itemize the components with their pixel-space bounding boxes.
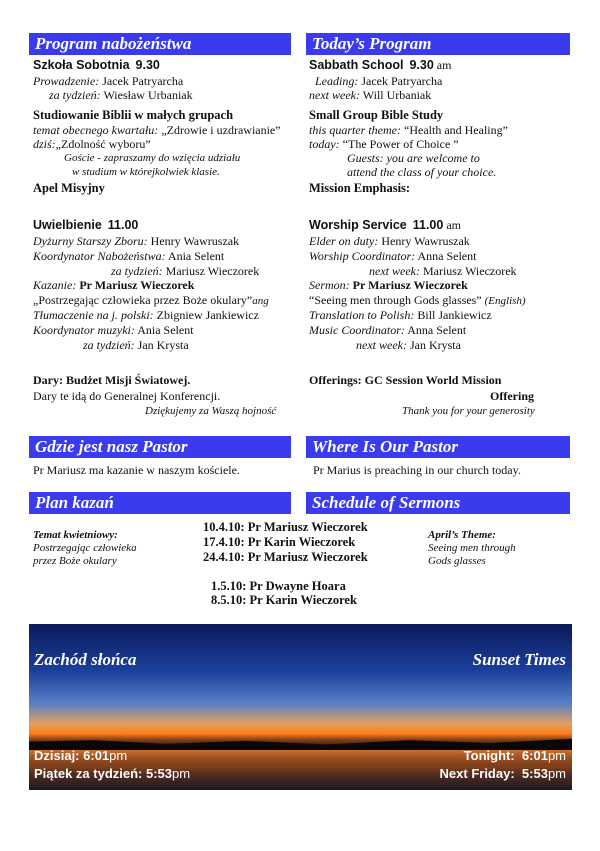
plan-header-en: Schedule of Sermons	[306, 492, 570, 514]
offering-label: Offerings:	[309, 373, 362, 387]
sermon-date-5: 8.5.10: Pr Karin Wieczorek	[211, 593, 357, 607]
worship-label: Worship Service	[309, 218, 407, 232]
guests-line1-en: Guests: you are welcome to	[347, 151, 480, 165]
sermon-title-en	[309, 293, 526, 308]
offering-label: Dary:	[33, 373, 63, 387]
next-label: Piątek za tydzień:	[34, 766, 143, 781]
coord-en	[309, 249, 476, 263]
worship-label: Uwielbienie	[33, 218, 102, 232]
theme-value: “Health and Healing”	[404, 123, 508, 137]
guests-line1-pl: Goście - zapraszamy do wzięcia udziału	[64, 152, 241, 164]
translation-pl	[33, 308, 259, 322]
music-label: Music Coordinator:	[309, 323, 405, 337]
coord-next-label: next week:	[369, 264, 420, 278]
sunset-today-pl	[34, 747, 127, 764]
sermon-label: Sermon:	[309, 278, 350, 292]
elder-name: Henry Wawruszak	[150, 234, 240, 248]
elder-pl	[33, 234, 239, 248]
next-week-label: next week:	[309, 88, 360, 102]
offering-value: GC Session World Mission	[364, 373, 502, 387]
mission-en: Mission Emphasis:	[309, 181, 411, 195]
music-label: Koordynator muzyki:	[33, 323, 135, 337]
today-value: „Zdolność wyboru”	[55, 137, 151, 151]
april-theme-line2-en: Gods glasses	[428, 555, 486, 567]
program-header-pl: Program nabożeństwa	[29, 33, 291, 55]
coord-label: Koordynator Nabożeństwa:	[33, 249, 166, 263]
offering-en	[309, 373, 501, 387]
sabbath-school-time: 9.30	[409, 58, 434, 72]
music-next-name: Jan Krysta	[137, 338, 189, 352]
music-next-label: next week:	[356, 338, 407, 352]
sunset-title-en: Sunset Times	[472, 650, 566, 669]
sermon-en	[309, 278, 468, 292]
today-pl	[33, 137, 151, 151]
sermon-date-2: 17.4.10: Pr Karin Wieczorek	[203, 535, 356, 549]
sermon-title-pl	[33, 293, 269, 308]
coord-label: Worship Coordinator:	[309, 249, 416, 263]
coord-next-name: Mariusz Wieczorek	[422, 264, 517, 278]
translation-name: Zbigniew Jankiewicz	[156, 308, 259, 322]
offering-pl	[33, 373, 190, 387]
thanks-pl: Dziękujemy za Waszą hojność	[145, 405, 277, 417]
theme-en	[309, 123, 508, 137]
next-week-pl	[49, 88, 193, 102]
sunset-next-en	[440, 765, 566, 782]
music-next-en	[356, 338, 461, 352]
sunset-today-en	[464, 747, 566, 764]
worship-pl	[33, 218, 138, 232]
sunset-next-pl	[34, 765, 190, 782]
guests-line2-pl: w studium w którejkolwiek klasie.	[72, 166, 220, 178]
elder-name: Henry Wawruszak	[381, 234, 470, 248]
sunset-title-pl: Zachód słońca	[34, 650, 137, 669]
music-name: Ania Selent	[137, 323, 194, 337]
pastor-text-en: Pr Marius is preaching in our church today.	[313, 463, 521, 477]
leading-name: Jacek Patryarcha	[361, 74, 443, 88]
coord-pl	[33, 249, 224, 263]
leading-name: Jacek Patryarcha	[102, 74, 184, 88]
april-theme-line2-pl: przez Boże okulary	[33, 555, 117, 567]
bible-study-en: Small Group Bible Study	[309, 108, 444, 122]
pastor-text-pl: Pr Mariusz ma kazanie w naszym kościele.	[33, 463, 240, 477]
pastor-header-en: Where Is Our Pastor	[306, 436, 570, 458]
translation-label: Translation to Polish:	[309, 308, 415, 322]
sermon-label: Kazanie:	[33, 278, 77, 292]
today-en	[309, 137, 459, 151]
bible-study-pl: Studiowanie Biblii w małych grupach	[33, 108, 234, 122]
thanks-en: Thank you for your generosity	[402, 405, 535, 417]
worship-en	[309, 218, 461, 232]
music-next-name: Jan Krysta	[409, 338, 461, 352]
theme-label: temat obecnego kwartału:	[33, 123, 159, 137]
guests-line2-en: attend the class of your choice.	[347, 165, 497, 179]
coord-next-label: za tydzień:	[111, 264, 163, 278]
theme-pl	[33, 123, 281, 137]
mission-pl: Apel Misyjny	[33, 181, 105, 195]
sermon-title: „Postrzegając człowieka przez Boże okulary”	[33, 293, 253, 307]
coord-name: Anna Selent	[417, 249, 477, 263]
today-time: 6:01	[521, 748, 548, 763]
sermon-date-3: 24.4.10: Pr Mariusz Wieczorek	[203, 550, 368, 564]
next-time: 5:53	[521, 766, 548, 781]
leading-label: Leading:	[315, 74, 359, 88]
coord-next-pl	[111, 264, 259, 278]
pastor-header-pl: Gdzie jest nasz Pastor	[29, 436, 291, 458]
offering-value2-en: Offering	[490, 389, 534, 403]
translation-en	[309, 308, 492, 322]
translation-label: Tłumaczenie na j. polski:	[33, 308, 154, 322]
coord-name: Ania Selent	[167, 249, 225, 263]
leading-en	[315, 74, 442, 88]
sermon-date-4: 1.5.10: Pr Dwayne Hoara	[211, 579, 346, 593]
music-next-label: za tydzień:	[83, 338, 135, 352]
today-time: 6:01	[83, 748, 110, 763]
pm-label: pm	[172, 766, 191, 781]
next-week-label: za tydzień:	[49, 88, 101, 102]
sabbath-school-time: 9.30	[135, 58, 160, 72]
sabbath-school-en	[309, 58, 451, 72]
pm-label: pm	[547, 766, 566, 781]
sermon-lang: (English)	[484, 295, 526, 307]
pm-label: pm	[109, 748, 128, 763]
sabbath-school-label: Szkoła Sobotnia	[33, 58, 130, 72]
music-pl	[33, 323, 194, 337]
next-time: 5:53	[146, 766, 173, 781]
program-header-en: Today’s Program	[306, 33, 570, 55]
sabbath-school-pl	[33, 58, 160, 72]
sermon-name: Pr Mariusz Wieczorek	[79, 278, 195, 292]
music-en	[309, 323, 466, 337]
next-label: Next Friday:	[439, 766, 515, 781]
sermon-pl	[33, 278, 194, 292]
today-label: today:	[309, 137, 340, 151]
april-theme-label-en: April’s Theme:	[428, 529, 496, 541]
offering-note-pl: Dary te idą do Generalnej Konferencji.	[33, 389, 221, 403]
plan-header-pl: Plan kazań	[29, 492, 291, 514]
today-label: Dzisiaj:	[34, 748, 80, 763]
sermon-title: “Seeing men through Gods glasses”	[309, 293, 482, 307]
next-week-name: Wiesław Urbaniak	[103, 88, 193, 102]
today-label: dziś:	[33, 137, 56, 151]
next-week-en	[309, 88, 431, 102]
sermon-name: Pr Mariusz Wieczorek	[352, 278, 468, 292]
am-label: am	[436, 58, 452, 72]
today-label: Tonight:	[463, 748, 515, 763]
leading-pl	[33, 74, 183, 88]
music-name: Anna Selent	[407, 323, 467, 337]
am-label: am	[446, 218, 461, 232]
sermon-lang: ang	[252, 295, 269, 307]
coord-next-name: Mariusz Wieczorek	[165, 264, 260, 278]
worship-time: 11.00	[412, 218, 444, 232]
sunset-image	[29, 624, 572, 790]
next-week-name: Will Urbaniak	[362, 88, 432, 102]
music-next-pl	[83, 338, 189, 352]
elder-label: Dyżurny Starszy Zboru:	[33, 234, 148, 248]
elder-label: Elder on duty:	[309, 234, 379, 248]
theme-label: this quarter theme:	[309, 123, 401, 137]
elder-en	[309, 234, 470, 248]
sabbath-school-label: Sabbath School	[309, 58, 404, 72]
pm-label: pm	[547, 748, 566, 763]
worship-time: 11.00	[107, 218, 139, 232]
april-theme-label-pl: Temat kwietniowy:	[33, 529, 118, 541]
april-theme-line1-pl: Postrzegając człowieka	[33, 542, 137, 554]
translation-name: Bill Jankiewicz	[417, 308, 492, 322]
today-value: “The Power of Choice ”	[342, 137, 459, 151]
offering-value: Budżet Misji Światowej.	[66, 373, 191, 387]
april-theme-line1-en: Seeing men through	[428, 542, 516, 554]
leading-label: Prowadzenie:	[33, 74, 100, 88]
sermon-date-1: 10.4.10: Pr Mariusz Wieczorek	[203, 520, 368, 534]
theme-value: „Zdrowie i uzdrawianie”	[161, 123, 281, 137]
coord-next-en	[369, 264, 517, 278]
